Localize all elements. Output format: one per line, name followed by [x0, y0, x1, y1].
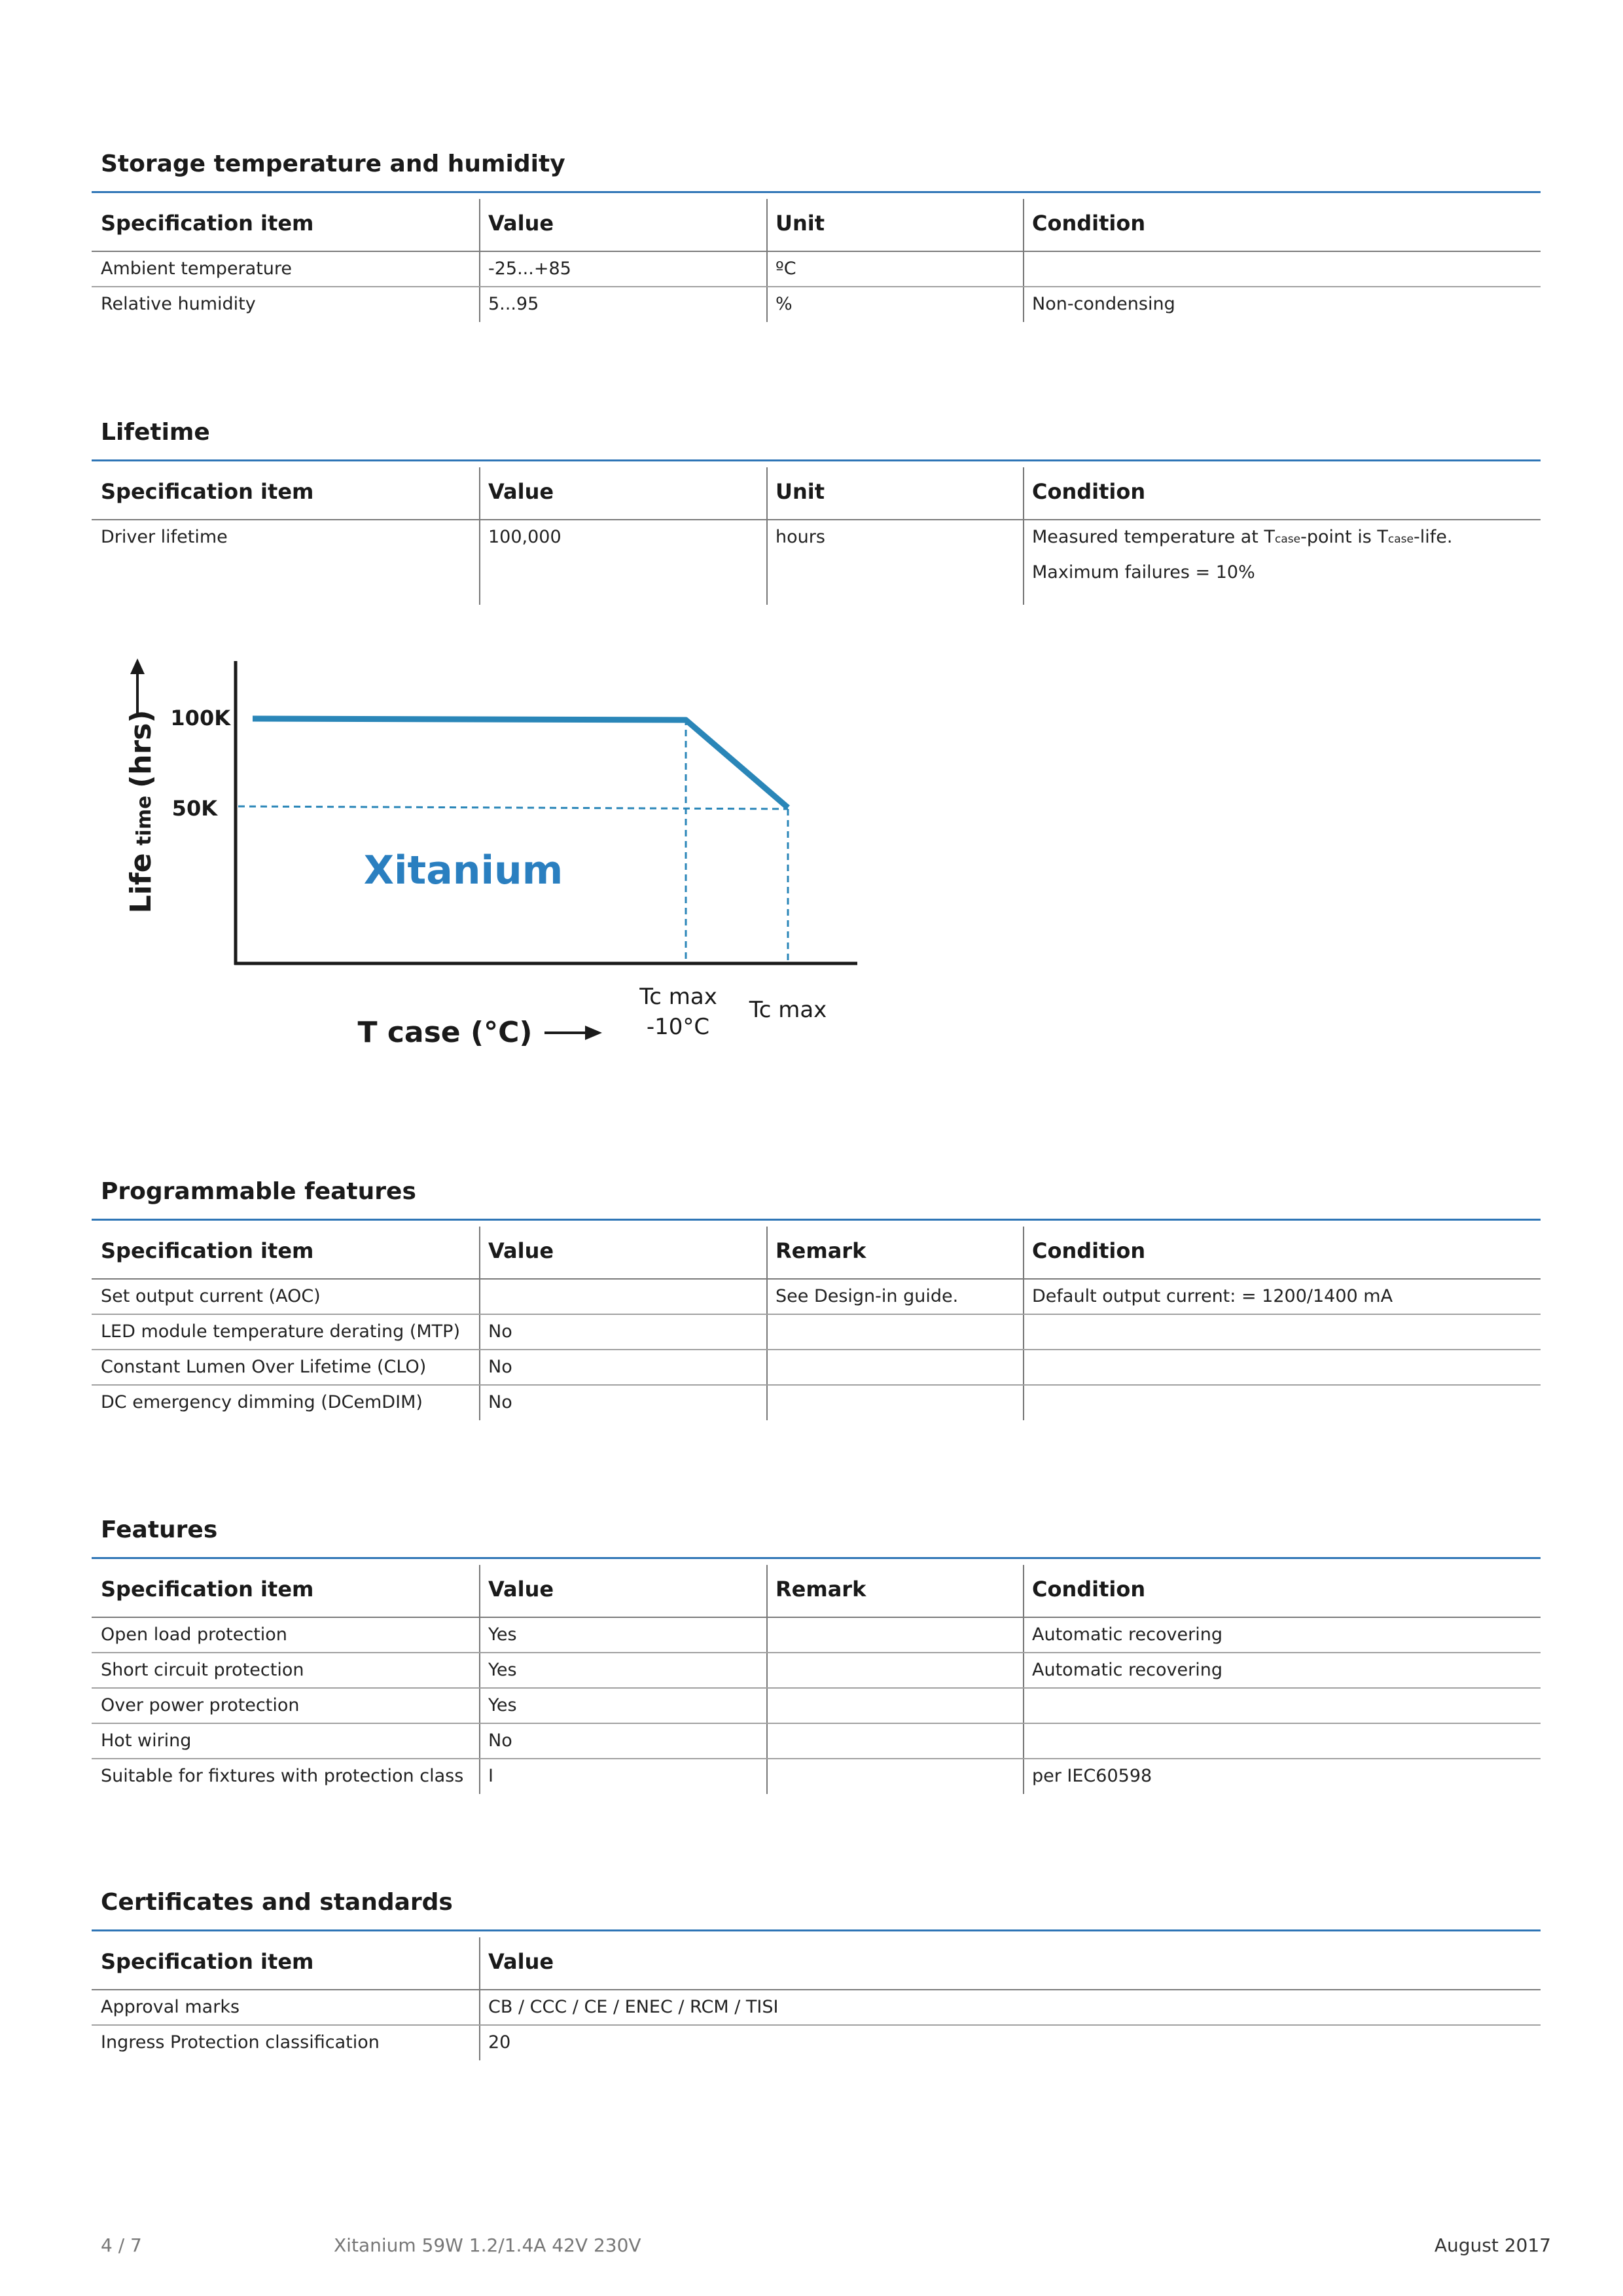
- column-header: Specification item: [92, 199, 480, 251]
- y-axis-title-part: time: [133, 795, 156, 846]
- spec-condition: per IEC60598: [1024, 1759, 1541, 1794]
- column-header: Value: [480, 199, 767, 251]
- y-axis-title: [124, 710, 158, 914]
- column-header: Specification item: [92, 467, 480, 520]
- column-header: Specification item: [92, 1937, 480, 1990]
- spec-condition: [1024, 1385, 1541, 1420]
- certificates-title-rule: [92, 1929, 1541, 1931]
- features-header-row: [92, 1565, 1541, 1617]
- spec-condition: Automatic recovering: [1024, 1653, 1541, 1688]
- x-tick-label-line: -10°C: [646, 1014, 710, 1040]
- spec-item: DC emergency dimming (DCemDIM): [101, 1392, 423, 1412]
- lifetime-chart: [111, 655, 883, 1073]
- footer-date: August 2017: [1434, 2234, 1551, 2256]
- spec-item: Driver lifetime: [101, 527, 228, 547]
- spec-value: No: [480, 1723, 767, 1759]
- column-header: Value: [480, 1937, 1541, 1990]
- y-tick-label: 50K: [171, 796, 217, 821]
- spec-remark: See Design-in guide.: [767, 1279, 1024, 1314]
- column-header: Unit: [767, 199, 1024, 251]
- spec-condition: [1024, 520, 1541, 605]
- programmable-table: [92, 1227, 1541, 1420]
- spec-value: No: [480, 1385, 767, 1420]
- programmable-title-rule: [92, 1219, 1541, 1221]
- spec-unit: ºC: [767, 251, 1024, 287]
- spec-value: 20: [480, 2025, 1541, 2060]
- spec-item: Open load protection: [92, 1617, 480, 1653]
- y-tick-label: 100K: [170, 706, 230, 730]
- column-header: Condition: [1024, 1565, 1541, 1617]
- storage-title: Storage temperature and humidity: [101, 151, 565, 177]
- spec-value: No: [480, 1350, 767, 1385]
- table-row: [92, 1350, 1541, 1385]
- spec-value: I: [480, 1759, 767, 1794]
- condition-text: -point is T: [1300, 527, 1388, 547]
- features-title: Features: [101, 1516, 218, 1543]
- spec-value: Yes: [480, 1653, 767, 1688]
- spec-condition: [1024, 1350, 1541, 1385]
- chart-inner-label: Xitanium: [363, 848, 563, 893]
- table-row: [92, 2025, 1541, 2060]
- storage-title-rule: [92, 191, 1541, 193]
- spec-value: Yes: [480, 1617, 767, 1653]
- y-axis-title-part: (hrs): [124, 709, 158, 788]
- spec-value: No: [480, 1314, 767, 1350]
- condition-subscript: case: [1274, 533, 1301, 546]
- table-row: [92, 1617, 1541, 1653]
- spec-item: Relative humidity: [101, 294, 256, 314]
- column-header: Value: [480, 467, 767, 520]
- table-row: [92, 1314, 1541, 1350]
- programmable-header-row: [92, 1227, 1541, 1279]
- lifetime-header-row: [92, 467, 1541, 520]
- x-tick-label-line: Tc max: [639, 984, 717, 1010]
- column-header: Condition: [1024, 199, 1541, 251]
- condition-subscript: case: [1387, 533, 1414, 546]
- x-axis-title: T case (°C): [357, 1016, 533, 1049]
- storage-table: [92, 199, 1541, 322]
- spec-condition: Non-condensing: [1024, 287, 1541, 322]
- table-row: [92, 520, 1541, 605]
- table-row: [92, 1990, 1541, 2025]
- table-row: [92, 1723, 1541, 1759]
- features-title-rule: [92, 1557, 1541, 1559]
- spec-remark: [767, 1723, 1024, 1759]
- spec-value: Yes: [480, 1688, 767, 1723]
- column-header: Remark: [767, 1565, 1024, 1617]
- spec-remark: [767, 1314, 1024, 1350]
- spec-condition: [1024, 1723, 1541, 1759]
- column-header: Value: [480, 1227, 767, 1279]
- spec-item: Suitable for fixtures with protection class: [101, 1766, 464, 1786]
- column-header: Condition: [1024, 1227, 1541, 1279]
- certificates-title: Certificates and standards: [101, 1889, 453, 1916]
- lifetime-chart-svg: [111, 655, 883, 1073]
- spec-value: 100,000: [480, 520, 767, 605]
- column-header: Value: [480, 1565, 767, 1617]
- column-header: Condition: [1024, 467, 1541, 520]
- spec-value: CB / CCC / CE / ENEC / RCM / TISI: [480, 1990, 1541, 2025]
- spec-item: Set output current (AOC): [92, 1279, 480, 1314]
- footer-page-number: 4 / 7: [101, 2234, 142, 2256]
- lifetime-title-rule: [92, 459, 1541, 461]
- spec-condition: [1024, 251, 1541, 287]
- table-row: [92, 1688, 1541, 1723]
- programmable-title: Programmable features: [101, 1178, 416, 1205]
- y-axis-title-part: Life: [124, 853, 158, 914]
- x-tick-label-tcmax: Tc max: [749, 997, 827, 1023]
- spec-item: Approval marks: [92, 1990, 480, 2025]
- spec-condition: Automatic recovering: [1024, 1617, 1541, 1653]
- spec-item: Ingress Protection classification: [101, 2032, 380, 2053]
- certificates-header-row: [92, 1937, 1541, 1990]
- spec-condition: [1024, 1314, 1541, 1350]
- column-header: Remark: [767, 1227, 1024, 1279]
- condition-text: -life.: [1414, 527, 1453, 547]
- spec-item: Hot wiring: [92, 1723, 480, 1759]
- spec-remark: [767, 1385, 1024, 1420]
- spec-unit: %: [767, 287, 1024, 322]
- lifetime-title: Lifetime: [101, 419, 210, 446]
- table-row: [92, 1653, 1541, 1688]
- spec-remark: [767, 1617, 1024, 1653]
- spec-condition: [1024, 1688, 1541, 1723]
- y-axis-arrow-head: [130, 658, 145, 674]
- x-tick-label-tcmax-minus10: [639, 984, 724, 1040]
- column-header: Specification item: [92, 1565, 480, 1617]
- certificates-table: [92, 1937, 1541, 2060]
- condition-line-1: [1032, 520, 1541, 556]
- footer-product-name: Xitanium 59W 1.2/1.4A 42V 230V: [334, 2234, 641, 2256]
- x-axis-arrow-head: [585, 1026, 602, 1040]
- spec-item: Short circuit protection: [92, 1653, 480, 1688]
- column-header: Specification item: [92, 1227, 480, 1279]
- spec-value: 5...95: [480, 287, 767, 322]
- storage-header-row: [92, 199, 1541, 251]
- spec-remark: [767, 1350, 1024, 1385]
- table-row: [92, 287, 1541, 322]
- table-row: [92, 1385, 1541, 1420]
- spec-item: Ambient temperature: [92, 251, 480, 287]
- spec-item: Over power protection: [92, 1688, 480, 1723]
- spec-value: -25...+85: [480, 251, 767, 287]
- condition-text: Measured temperature at T: [1032, 527, 1275, 547]
- spec-unit: hours: [767, 520, 1024, 605]
- lifetime-series-line: [253, 719, 788, 808]
- features-table: [92, 1565, 1541, 1794]
- spec-value: [480, 1279, 767, 1314]
- spec-condition: Default output current: = 1200/1400 mA: [1024, 1279, 1541, 1314]
- spec-remark: [767, 1653, 1024, 1688]
- lifetime-table: [92, 467, 1541, 605]
- spec-remark: [767, 1688, 1024, 1723]
- table-row: [92, 1279, 1541, 1314]
- table-row: [92, 1759, 1541, 1794]
- condition-line-2: Maximum failures = 10%: [1032, 562, 1255, 583]
- column-header: Unit: [767, 467, 1024, 520]
- spec-item: Constant Lumen Over Lifetime (CLO): [92, 1350, 480, 1385]
- table-row: [92, 251, 1541, 287]
- spec-remark: [767, 1759, 1024, 1794]
- spec-item: LED module temperature derating (MTP): [92, 1314, 480, 1350]
- guide-50k-horizontal: [238, 806, 788, 809]
